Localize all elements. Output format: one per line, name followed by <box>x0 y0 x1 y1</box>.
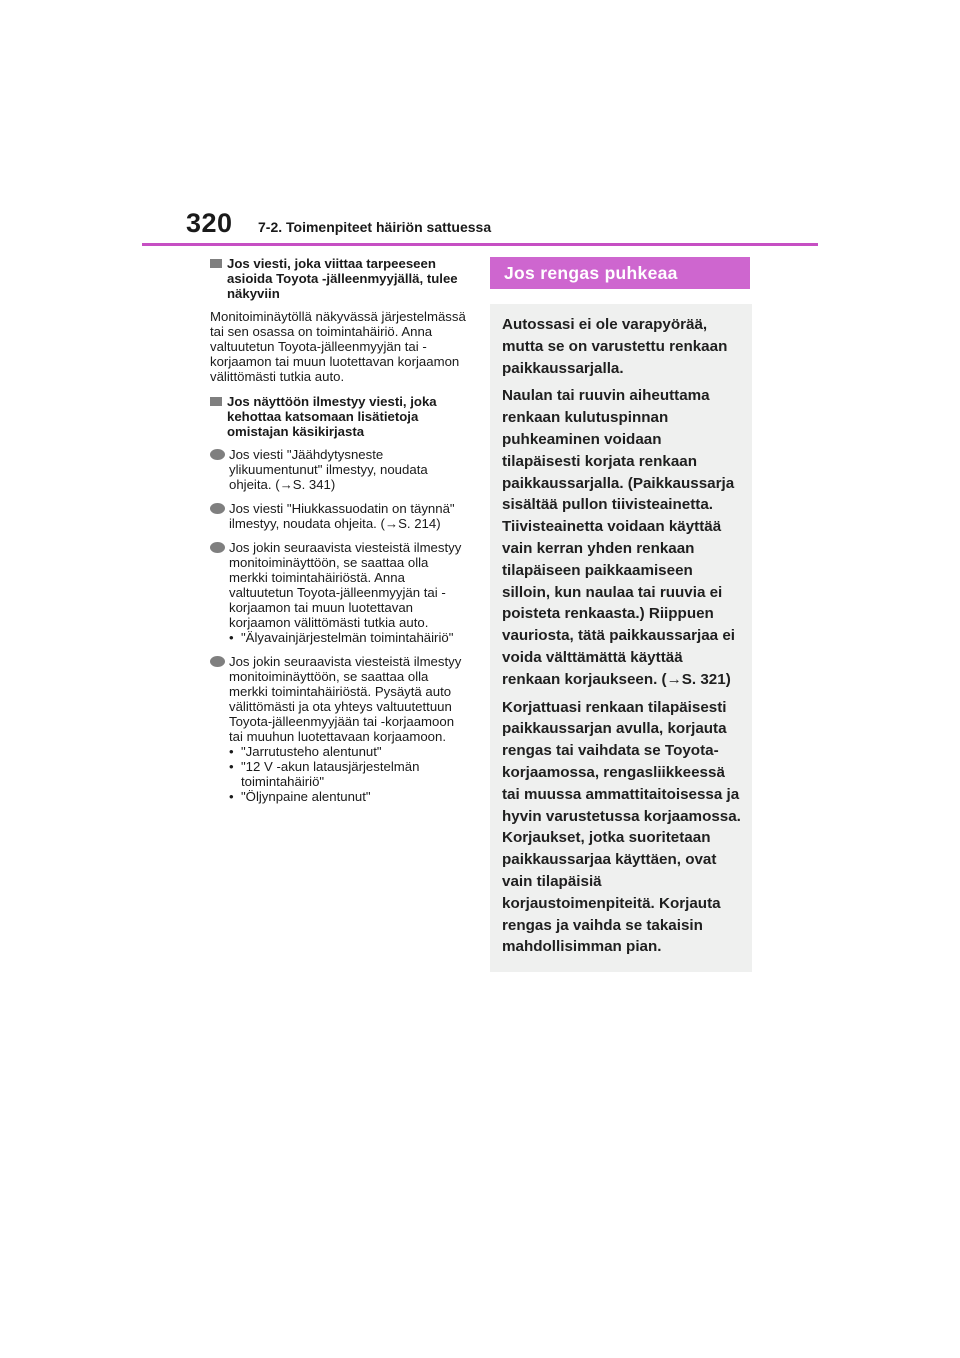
list-item-text: Jos jokin seuraavista viesteistä ilmestyy monitoiminäyttöön, se saattaa olla merkki toimintahäiriöstä. Pysäytä auto välittömästi ja ota yhteys valtuutettuun Toyota-jälleenmyyjään tai -korjaamoon tai muuhun luotettavaan korjaamoon. <box>229 654 462 744</box>
list-item-text: Jos viesti "Hiukkassuodatin on täynnä" ilmestyy, noudata ohjeita. (→S. 214) <box>229 501 455 531</box>
dot-bullet-icon: • <box>229 789 234 804</box>
sub-list-item <box>229 744 468 759</box>
info-paragraph-3: Korjattuasi renkaan tilapäisesti paikkaussarjan avulla, korjauta rengas tai vaihdata se Toyota-korjaamossa, rengasliikkeessä tai muussa ammattitaitoisessa ja hyvin varustetussa korjaamossa. Korjaukset, jotka suoritetaan paikkaussarjaa käyttäen, ovat vain tilapäisiä korjaustoimenpiteitä. Korjauta rengas ja vaihda se takaisin mahdollisimman pian. <box>502 698 741 956</box>
list-item <box>210 654 468 804</box>
list-item <box>210 447 468 492</box>
section-heading-2 <box>210 394 468 439</box>
sub-list-item-text: "12 V -akun latausjärjestelmän toimintahäiriö" <box>241 759 420 789</box>
dot-bullet-icon: • <box>229 759 234 774</box>
circle-bullet-icon <box>210 542 225 553</box>
heading-text: Jos näyttöön ilmestyy viesti, joka kehottaa katsomaan lisätietoja omistajan käsikirjasta <box>227 394 437 439</box>
square-bullet-icon <box>210 259 222 268</box>
list-item <box>210 501 468 531</box>
section-title: Jos rengas puhkeaa <box>490 257 750 289</box>
sub-list-item <box>229 789 468 804</box>
sub-list-item-text: "Älyavainjärjestelmän toimintahäiriö" <box>241 630 454 645</box>
info-paragraph-1: Autossasi ei ole varapyörää, mutta se on varustettu renkaan paikkaussarjalla. <box>502 316 728 377</box>
square-bullet-icon <box>210 397 222 406</box>
paragraph-1: Monitoiminäytöllä näkyvässä järjestelmässä tai sen osassa on toimintahäiriö. Anna valtuutetun Toyota-jälleenmyyjän tai -korjaamon tai muun luotettavan korjaamon välittömästi tutkia auto. <box>210 309 466 384</box>
chapter-title: 7-2. Toimenpiteet häiriön sattuessa <box>258 219 492 235</box>
list-item-text: Jos jokin seuraavista viesteistä ilmestyy monitoiminäyttöön, se saattaa olla merkki toimintahäiriöstä. Anna valtuutetun Toyota-jälleenmyyjän tai -korjaamon tai muun luotettavan korjaamon välittömästi tutkia auto. <box>229 540 462 630</box>
sub-list-item-text: "Öljynpaine alentunut" <box>241 789 371 804</box>
sub-list-item <box>229 759 468 789</box>
circle-bullet-icon <box>210 656 225 667</box>
list-item-text: Jos viesti "Jäähdytysneste ylikuumentunut" ilmestyy, noudata ohjeita. (→S. 341) <box>229 447 428 492</box>
header-divider <box>142 243 818 246</box>
heading-text: Jos viesti, joka viittaa tarpeeseen asioida Toyota -jälleenmyyjällä, tulee näkyviin <box>227 256 458 301</box>
page-number: 320 <box>186 208 233 238</box>
dot-bullet-icon: • <box>229 630 234 645</box>
left-column <box>210 256 468 813</box>
right-column <box>490 257 752 972</box>
section-heading-1 <box>210 256 468 301</box>
sub-list-item-text: "Jarrutusteho alentunut" <box>241 744 382 759</box>
circle-bullet-icon <box>210 449 225 460</box>
info-box <box>490 304 752 972</box>
list-item <box>210 540 468 645</box>
circle-bullet-icon <box>210 503 225 514</box>
dot-bullet-icon: • <box>229 744 234 759</box>
sub-list-item <box>229 630 468 645</box>
info-paragraph-2: Naulan tai ruuvin aiheuttama renkaan kulutuspinnan puhkeaminen voidaan tilapäisesti korjata renkaan paikkaussarjalla. (Paikkaussarja sisältää pullon tiivisteainetta. Tiivisteainetta voidaan käyttää vain kerran yhden renkaan tilapäiseen paikkaamiseen silloin, kun naulaa tai ruuvia ei poisteta renkaasta.) Riippuen vauriosta, tätä paikkaussarjaa ei voida välttämättä käyttää renkaan korjaukseen. (→S. 321) <box>502 387 736 688</box>
